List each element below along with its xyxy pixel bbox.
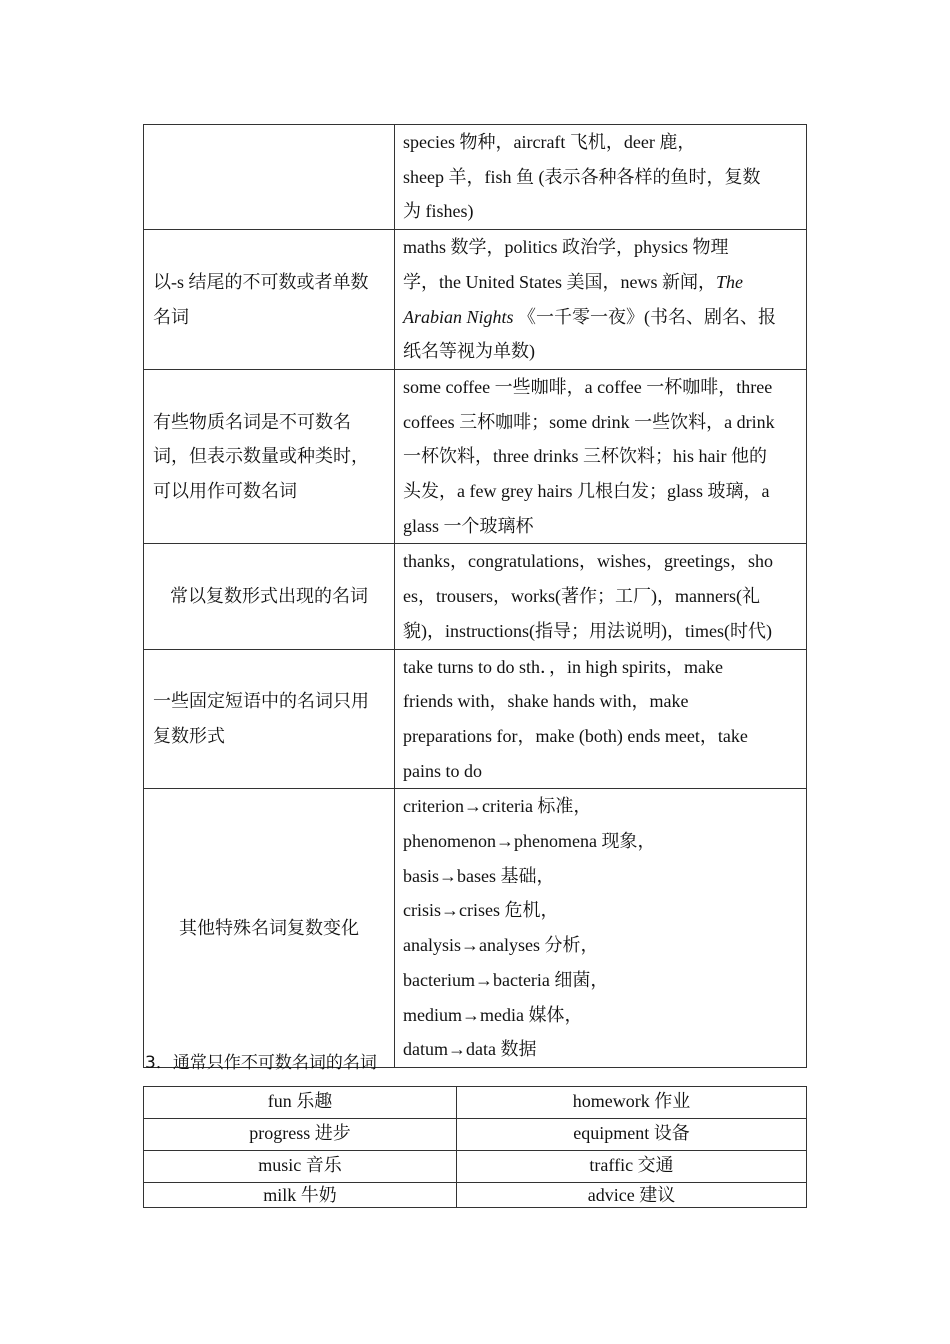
example-line	[403, 300, 798, 335]
category-line: 词，但表示数量或种类时，	[153, 446, 369, 467]
example-line	[403, 265, 798, 300]
example-text: 《一千零一夜》(书名、剧名、报	[513, 306, 777, 327]
uncountable-nouns-table	[143, 1086, 807, 1208]
table-cell: equipment 设备	[457, 1119, 807, 1151]
category-line: 以-s 结尾的不可数或者单数	[153, 271, 369, 292]
example-line: basis→bases 基础，	[403, 865, 555, 886]
category-cell	[144, 230, 395, 370]
example-line: 头发，a few grey hairs 几根白发；glass 玻璃，a	[403, 481, 770, 502]
table-row	[144, 789, 807, 1068]
table-row	[144, 1087, 807, 1119]
example-line: take turns to do sth．，in high spirits，make	[403, 656, 723, 677]
example-line: es，trousers，works(著作；工厂)，manners(礼	[403, 586, 760, 607]
category-line: 其他特殊名词复数变化	[179, 917, 359, 938]
example-line: pains to do	[403, 760, 482, 781]
examples-cell	[395, 789, 807, 1068]
category-cell	[144, 789, 395, 1068]
table-row	[144, 230, 807, 370]
table-row	[144, 1151, 807, 1183]
table-cell: homework 作业	[457, 1087, 807, 1119]
example-line: 一杯饮料，three drinks 三杯饮料；his hair 他的	[403, 446, 767, 467]
example-line: 为 fishes)	[403, 201, 474, 222]
section-heading: 3．通常只作不可数名词的名词	[145, 1053, 377, 1073]
category-line: 复数形式	[153, 725, 225, 746]
example-line: analysis→analyses 分析，	[403, 935, 599, 956]
category-cell	[144, 369, 395, 544]
table-cell: advice 建议	[457, 1183, 807, 1208]
table-row	[144, 649, 807, 789]
table-cell: progress 进步	[144, 1119, 457, 1151]
examples-cell	[395, 230, 807, 370]
category-line: 可以用作可数名词	[153, 481, 297, 502]
example-line: 纸名等视为单数)	[403, 341, 535, 362]
category-line: 一些固定短语中的名词只用	[153, 691, 369, 712]
example-line: species 物种，aircraft 飞机，deer 鹿，	[403, 132, 696, 152]
example-line: sheep 羊，fish 鱼 (表示各种各样的鱼时，复数	[403, 166, 761, 187]
category-line: 名词	[153, 306, 189, 327]
table-cell: fun 乐趣	[144, 1087, 457, 1119]
example-line: coffees 三杯咖啡；some drink 一些饮料，a drink	[403, 411, 775, 432]
category-cell	[144, 649, 395, 789]
table-cell: milk 牛奶	[144, 1183, 457, 1208]
examples-cell	[395, 649, 807, 789]
example-line: phenomenon→phenomena 现象，	[403, 831, 656, 852]
table-row	[144, 544, 807, 649]
example-line: crisis→crises 危机，	[403, 900, 559, 921]
table-row	[144, 1183, 807, 1208]
category-line: 有些物质名词是不可数名	[153, 411, 351, 432]
book-title-text: The	[715, 271, 743, 292]
example-line: glass 一个玻璃杯	[403, 515, 534, 536]
category-cell	[144, 125, 395, 230]
example-line: thanks，congratulations，wishes，greetings，sho	[403, 551, 773, 572]
examples-cell	[395, 544, 807, 649]
example-line: datum→data 数据	[403, 1039, 537, 1060]
examples-cell	[395, 369, 807, 544]
example-line: friends with，shake hands with，make	[403, 691, 689, 712]
table-row	[144, 1119, 807, 1151]
example-line: 貌)，instructions(指导；用法说明)，times(时代)	[403, 620, 772, 641]
category-line: 常以复数形式出现的名词	[170, 586, 368, 607]
example-line: bacterium→bacteria 细菌，	[403, 969, 609, 990]
example-line: medium→media 媒体，	[403, 1004, 583, 1025]
book-title-text: Arabian Nights	[403, 306, 514, 327]
table-row	[144, 369, 807, 544]
example-line: maths 数学，politics 政治学，physics 物理	[403, 237, 729, 258]
table-cell: music 音乐	[144, 1151, 457, 1183]
table-cell: traffic 交通	[457, 1151, 807, 1183]
example-line: preparations for，make (both) ends meet，take	[403, 725, 748, 746]
example-line: some coffee 一些咖啡，a coffee 一杯咖啡，three	[403, 376, 773, 397]
category-cell	[144, 544, 395, 649]
table-row	[144, 125, 807, 230]
noun-plural-table	[143, 124, 807, 1068]
examples-cell	[395, 125, 807, 230]
example-text: 学，the United States 美国，news 新闻，	[403, 271, 716, 292]
example-line: criterion→criteria 标准，	[403, 796, 592, 817]
